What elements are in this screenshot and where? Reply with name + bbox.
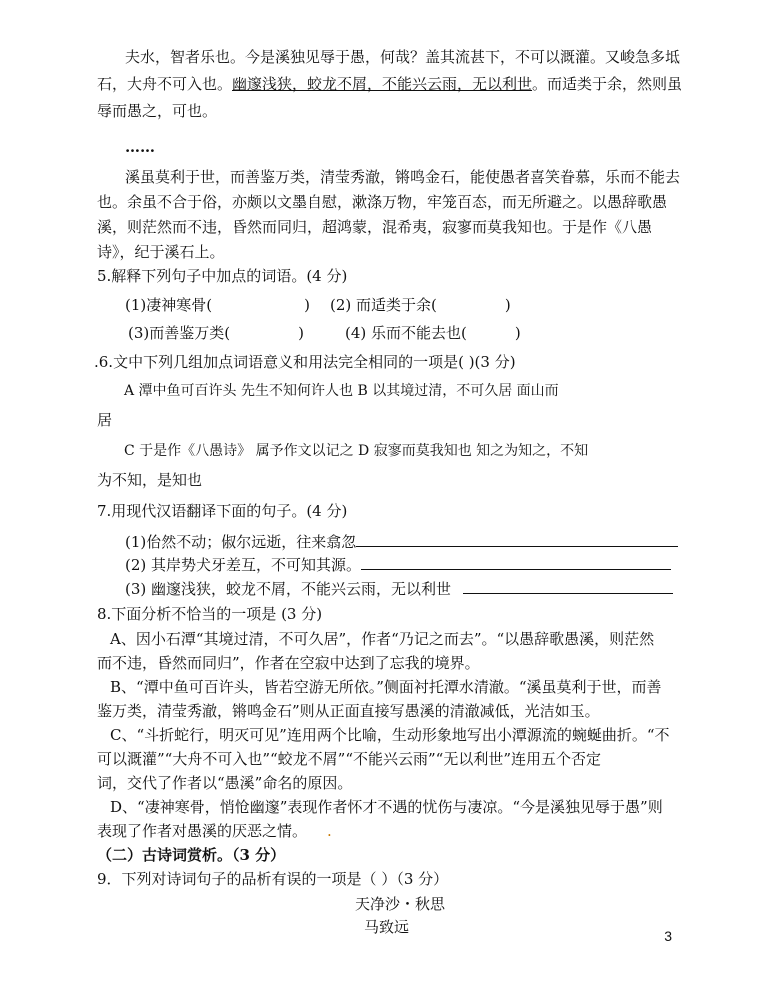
q5-item-2-text: (2) 而适类于余( <box>330 296 437 314</box>
q8-option-d: D、“凄神寒骨，悄怆幽邃”表现作者怀才不遇的忧伤与凄凉。“今是溪独见辱于愚”则 <box>110 798 663 816</box>
q5-item-3-text: (3)而善鉴万类( <box>128 324 231 342</box>
q8-option-c-cont2: 词，交代了作者以“愚溪”命名的原因。 <box>97 774 353 792</box>
q5-item-2 <box>330 294 511 316</box>
q6-option-cd-cont: 为不知，是知也 <box>97 471 203 489</box>
stray-dot: . <box>327 822 332 840</box>
question-6-stem: .6.文中下列几组加点词语意义和用法完全相同的一项是( )(3 分) <box>94 353 516 371</box>
poem-title: 天净沙・秋思 <box>355 895 446 913</box>
q5-item-4 <box>345 322 521 344</box>
q7-answer-line-3[interactable] <box>463 578 673 594</box>
passage-text: 石，大舟不可入也。 <box>97 75 233 93</box>
q8-option-d-cont <box>97 820 332 842</box>
q8-option-c-cont: 可以溉灌”“大舟不可入也”“蛟龙不屑”“不能兴云雨”“无以利世”连用五个否定 <box>97 750 602 768</box>
q5-item-3 <box>128 322 304 344</box>
passage-line: 溪，则茫然而不违，昏然而同归，超鸿蒙，混希夷，寂寥而莫我知也。于是作《八愚 <box>97 218 653 236</box>
q7-sentence-2-text: (2) 其岸势犬牙差互，不可知其源。 <box>125 556 362 574</box>
q6-option-ab-cont: 居 <box>97 411 113 429</box>
q8-option-b-cont: 鉴万类，清莹秀澈，锵鸣金石”则从正面直接写愚溪的清澈减低，光洁如玉。 <box>97 702 600 720</box>
question-5-stem: 5.解释下列句子中加点的词语。(4 分) <box>97 267 348 285</box>
passage-line <box>97 73 682 95</box>
q5-item-1 <box>125 294 310 316</box>
passage-text: 。而适类于余，然则虽 <box>532 75 683 93</box>
question-7-stem: 7.用现代汉语翻译下面的句子。(4 分) <box>97 502 348 520</box>
passage-line: 溪虽莫利于世，而善鉴万类，清莹秀澈，锵鸣金石，能使愚者喜笑眷慕，乐而不能去 <box>125 168 681 186</box>
q5-paren: ) <box>514 324 521 342</box>
q6-option-ab: A 潭中鱼可百许头 先生不知何许人也 B 以其境过清，不可久居 面山而 <box>124 383 559 399</box>
q8-option-b: B、“潭中鱼可百许头，皆若空游无所依。”侧面衬托潭水清澈。“溪虽莫利于世，而善 <box>110 678 662 696</box>
question-8-stem: 8.下面分析不恰当的一项是 (3 分) <box>97 605 323 623</box>
passage-line: 夫水，智者乐也。今是溪独见辱于愚，何哉？盖其流甚下，不可以溉灌。又峻急多坻 <box>125 48 681 66</box>
passage-line: 辱而愚之，可也。 <box>97 102 218 120</box>
poem-author: 马致远 <box>364 918 410 936</box>
q7-sentence-3 <box>125 578 673 600</box>
q5-paren: ) <box>304 296 310 314</box>
passage-line: 也。余虽不合于俗，亦颇以文墨自慰，漱涤万物，牢笼百态，而无所避之。以愚辞歌愚 <box>97 193 668 211</box>
ellipsis: …… <box>125 138 155 156</box>
q7-sentence-1-text: (1)佁然不动；俶尔远逝，往来翕忽 <box>125 533 357 551</box>
q7-sentence-3-text: (3) 幽邃浅狭，蛟龙不屑，不能兴云雨，无以利世 <box>125 580 452 598</box>
underlined-sentence: 幽邃浅狭，蛟龙不屑，不能兴云雨，无以利世 <box>232 75 533 93</box>
q8-option-c: C、“斗折蛇行，明灭可见”连用两个比喻，生动形象地写出小潭源流的蜿蜒曲折。“不 <box>110 726 670 744</box>
section-heading: （二）古诗词赏析。（3 分） <box>97 846 286 864</box>
passage-line: 诗》，纪于溪石上。 <box>97 243 225 261</box>
q8-option-a: A、因小石潭“其境过清，不可久居”，作者“乃记之而去”。“以愚辞歌愚溪，则茫然 <box>110 630 655 648</box>
q7-sentence-2 <box>125 554 671 576</box>
q5-paren: ) <box>504 296 511 314</box>
q8-option-a-cont: 而不违，昏然而同归”，作者在空寂中达到了忘我的境界。 <box>97 654 480 672</box>
q7-sentence-1 <box>125 531 678 553</box>
page-number: 3 <box>664 928 672 944</box>
q6-option-cd: C 于是作《八愚诗》 属予作文以记之 D 寂寥而莫我知也 知之为知之，不知 <box>124 443 589 459</box>
q5-paren: ) <box>298 324 304 342</box>
question-9-stem: 9．下列对诗词句子的品析有误的一项是（ ）（3 分） <box>97 870 449 888</box>
q7-answer-line-1[interactable] <box>356 531 678 547</box>
q7-answer-line-2[interactable] <box>361 554 671 570</box>
q8-option-d-text: 表现了作者对愚溪的厌恶之情。 <box>97 822 308 840</box>
q5-item-1-text: (1)凄神寒骨( <box>125 296 213 314</box>
q5-item-4-text: (4) 乐而不能去也( <box>345 324 467 342</box>
